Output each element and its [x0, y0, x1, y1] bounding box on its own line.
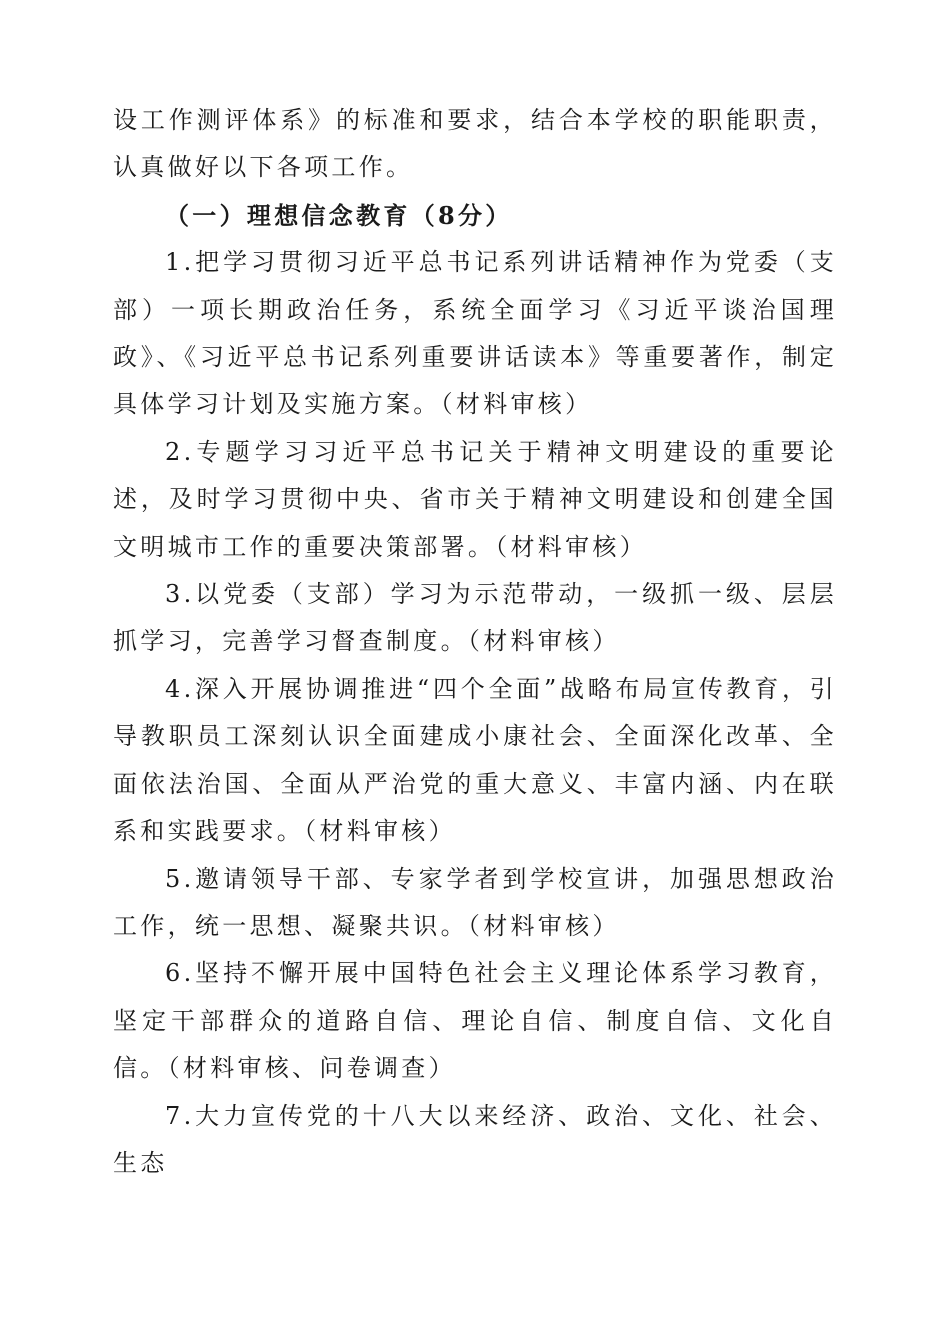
list-item: 3.以党委（支部）学习为示范带动，一级抓一级、层层抓学习，完善学习督查制度。（材料审核） [113, 580, 837, 656]
list-item: 5.邀请领导干部、专家学者到学校宣讲，加强思想政治工作，统一思想、凝聚共识。（材料审核） [113, 864, 837, 940]
list-item: 7.大力宣传党的十八大以来经济、政治、文化、社会、生态 [113, 1101, 837, 1177]
intro-paragraph: 设工作测评体系》的标准和要求，结合本学校的职能职责，认真做好以下各项工作。 [113, 106, 837, 182]
document-body [113, 97, 837, 1187]
list-item: 1.把学习贯彻习近平总书记系列讲话精神作为党委（支部）一项长期政治任务，系统全面学习《习近平谈治国理政》、《习近平总书记系列重要讲话读本》等重要著作，制定具体学习计划及实施方案。（材料审核） [113, 248, 837, 419]
list-item: 2.专题学习习近平总书记关于精神文明建设的重要论述，及时学习贯彻中央、省市关于精神文明建设和创建全国文明城市工作的重要决策部署。（材料审核） [113, 437, 837, 561]
section-heading: （一）理想信念教育（8分） [165, 200, 513, 230]
list-item: 6.坚持不懈开展中国特色社会主义理论体系学习教育，坚定干部群众的道路自信、理论自信、制度自信、文化自信。（材料审核、问卷调查） [113, 959, 837, 1083]
list-item: 4.深入开展协调推进“四个全面”战略布局宣传教育，引导教职员工深刻认识全面建成小康社会、全面深化改革、全面依法治国、全面从严治党的重大意义、丰富内涵、内在联系和实践要求。（材料审核） [113, 674, 837, 846]
